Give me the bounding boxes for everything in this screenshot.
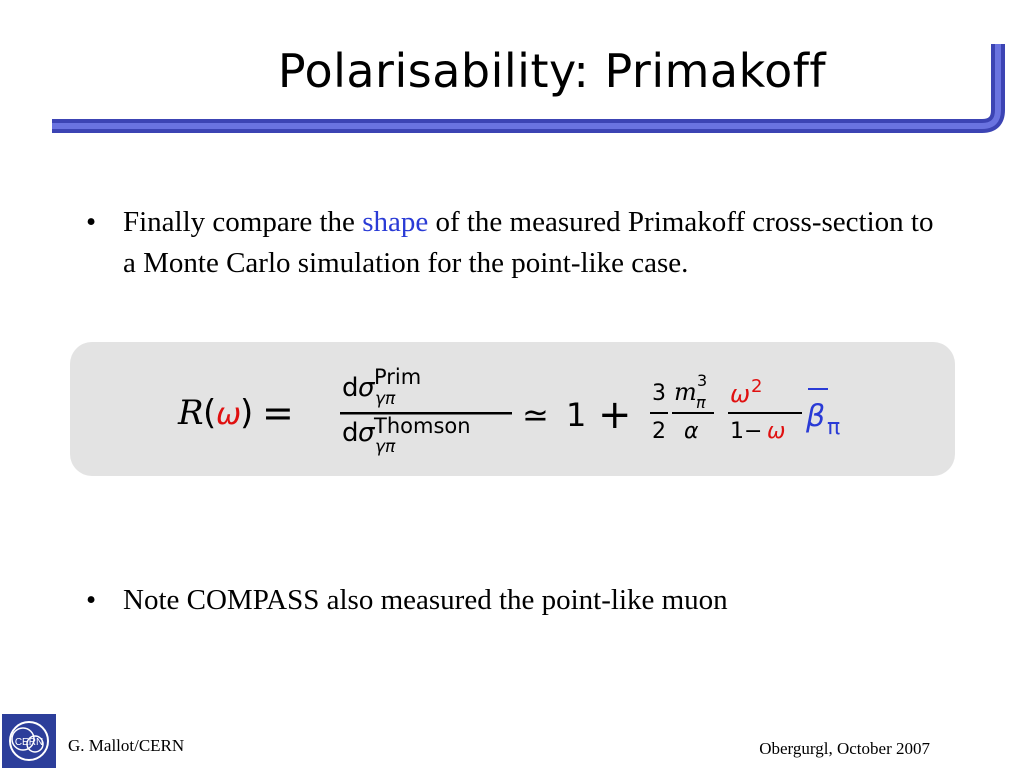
formula-num-sigma: σ (358, 373, 375, 403)
formula-beta-sub: π (827, 415, 841, 440)
formula-den-sub: γπ (375, 437, 396, 457)
formula-omega-sq: 2 (751, 376, 763, 397)
bullet-dot: • (86, 584, 97, 616)
formula-m-sub: π (696, 393, 706, 412)
formula-den-sigma: σ (358, 418, 375, 448)
cern-logo (2, 714, 56, 773)
formula-fraction-bar-2 (650, 412, 668, 414)
formula-num-d: d (342, 373, 359, 403)
formula-alpha: α (684, 419, 699, 444)
footer-date: Obergurgl, October 2007 (759, 739, 930, 758)
formula-R: R (178, 393, 204, 433)
bullet-1-text (123, 202, 943, 284)
footer-author: G. Mallot/CERN (68, 736, 185, 755)
formula-beta-bar (808, 388, 828, 390)
bullet-2-text: Note COMPASS also measured the point-like muon (123, 584, 728, 616)
formula-three: 3 (652, 381, 666, 406)
formula-panel (70, 342, 955, 476)
bullet-1-pre: Finally compare the (123, 206, 363, 238)
formula-m: m (674, 378, 697, 406)
slide-title: Polarisability: Primakoff (277, 44, 827, 98)
formula-fraction-bar-4 (728, 412, 802, 414)
formula-m-sup: 3 (697, 371, 708, 390)
formula-fraction-bar-3 (672, 412, 714, 414)
title-frame (52, 42, 1006, 132)
highlight-shape: shape (362, 206, 429, 238)
formula-beta: β (806, 399, 826, 434)
cern-logo-icon (2, 714, 56, 768)
formula-approx: ≃ (522, 396, 549, 434)
formula-den-sup: Thomson (374, 414, 471, 438)
formula-rparen: ) (240, 393, 254, 433)
formula-equals: = (262, 391, 294, 435)
formula-one-minus: 1− (730, 419, 763, 444)
formula-two: 2 (652, 419, 666, 444)
formula-omega-num: ω (730, 380, 751, 408)
formula-den-d: d (342, 418, 359, 448)
formula-one: 1 (566, 396, 587, 434)
bullet-1-post: of the measured Primakoff cross-section to a Monte Carlo simulation for the point-like case. (123, 206, 934, 279)
formula-omega-1: ω (216, 397, 242, 432)
formula-omega-den: ω (767, 419, 786, 444)
formula-num-sup: Prim (374, 365, 422, 389)
cern-logo-text: CERN (14, 737, 44, 748)
bullet-dot: • (86, 206, 97, 238)
formula-num-sub: γπ (375, 389, 396, 409)
formula-plus: + (598, 392, 632, 438)
formula (70, 342, 955, 476)
formula-lparen: ( (203, 393, 217, 433)
